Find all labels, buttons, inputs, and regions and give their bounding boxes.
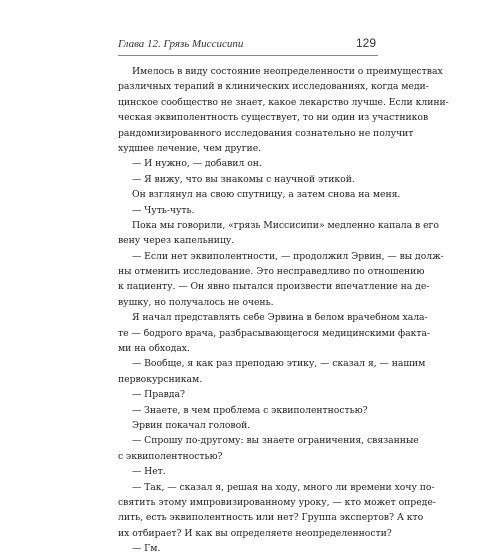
text-line: — Правда? [132,389,185,401]
running-head: Глава 12. Грязь Миссисипи [118,38,244,50]
text-line: различных терапий в клинических исследованиях, когда меди- [118,81,429,93]
text-line: вушку, но получалось не очень. [118,296,274,308]
text-line: Он взглянул на свою спутницу, а затем снова на меня. [132,189,401,201]
text-line: те — бодрого врача, разбрасывающегося медицинскими факта- [118,327,431,339]
text-line: рандомизированного исследования сознательно не получит [118,127,414,139]
text-line: цинское сообщество не знает, какое лекарство лучше. Если клини- [118,96,449,108]
text-line: Я начал представлять себе Эрвина в белом врачебном хала- [132,312,428,324]
text-line: — Я вижу, что вы знакомы с научной этикой. [132,173,355,185]
text-line: — Знаете, в чем проблема с эквиполентностью? [132,404,368,416]
text-line: ны отменить исследование. Это несправедливо по отношению [118,266,425,278]
text-line: — Вообще, я как раз преподаю этику, — сказал я, — нашим [132,358,426,370]
text-line: — Нет. [132,466,166,478]
text-line: к пациенту. — Он явно пытался произвести впечатление на де- [118,281,430,293]
text-line: первокурсникам. [118,373,203,385]
text-line: Имелось в виду состояние неопределенности о преимуществах [132,66,443,77]
text-line: худшее лечение, чем другие. [118,142,262,154]
text-line: лить, есть эквиполентность или нет? Группа экспертов? А кто [118,512,424,524]
header-rule [118,55,378,56]
text-line: святить этому импровизированному уроку, — кто может опреде- [118,496,436,508]
text-line: — Так, — сказал я, решая на ходу, много ли времени хочу по- [132,481,435,493]
text-line: — Чуть-чуть. [132,204,195,216]
text-line: — И нужно, — добавил он. [132,158,262,170]
text-line: — Если нет эквиполентности, — продолжил Эрвин, — вы долж- [132,250,444,262]
text-line: ми на обходах. [118,343,190,355]
text-line: — Спрошу по-другому: вы знаете ограничения, связанные [132,435,419,447]
text-line: — Гм. [132,543,161,555]
text-line: вену через капельницу. [118,235,235,247]
text-line: ческая эквиполентность существует, то ни один из участников [118,112,429,124]
text-line: их отбирает? И как вы определяете неопределенности? [118,527,392,539]
page-number: 129 [356,36,377,50]
text-line: Пока мы говорили, «грязь Миссисипи» медленно капала в его [132,219,439,231]
text-line: Эрвин покачал головой. [132,419,251,431]
text-line: с эквиполентностью? [118,450,223,462]
body-text [118,64,449,557]
